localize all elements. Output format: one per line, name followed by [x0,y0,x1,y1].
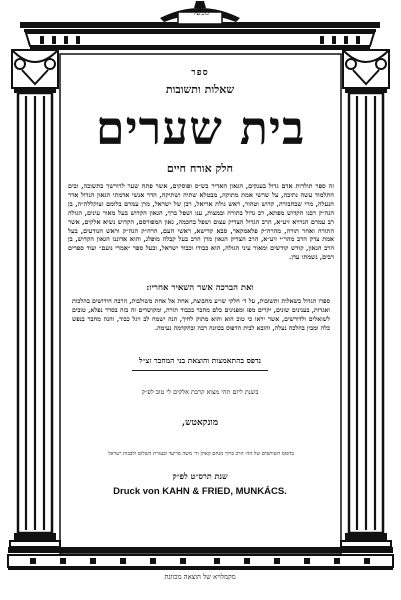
book-title: בית שערים [95,101,306,155]
city-name: מונקאטש, [181,418,219,428]
section-title: חלק אורח חיים [166,162,234,175]
left-column [10,50,60,547]
subtitle: שאלות ותשובות [165,83,235,96]
appendix-block [72,298,330,334]
sefer-label: ספר [191,68,209,78]
divider-rule [132,370,268,371]
year-line: בשנת ליום תהי מצוא קרבת אלקים לי טוב לפ״ק [141,388,259,396]
appendix-paragraph: ספרו הגדול בשאלות ותשובות, על ד׳ חלקי שו״ע מחבוצת, אחת אל אחת משולבות, הרבה חידושים בהלכות ואגדות, בענינים שונים, יקרים מפז ומפנינים כלם מחבר בכבוד תורה, ומקושרים זה בזה בסדר נפלא, טובים לשואלים ולדורשים, אשר יראו כי טוב הוא והוא מתוק לחיך, הנה ישמח לב ויגל כבוד, והנה מחבר בנפש כלה ומבין בהלכה נעלה, והובא לבית הדפוס בכוונה רבה ובהקדמה נעימה. [72,298,330,332]
year-mark: שנת תרס״ט לפ״ק [172,471,228,481]
base-plinth [8,547,393,570]
description-paragraph: זה ספר תולדות אדם גדול בענקים, הגאון האדיר בש״ס ופוסקים, אשר פתח שער לדורשך בתשובה, ובים התלמוד עשה נתיבה, על שרשי אמת מתוקה, מבטלא שתיה ושתיקה, הדר אנשי אדמתי הגאון הגדול אדר הנעלה, מרי שבחבורה, קדוש וטהור, ראש גולת אריאל, רבן של ישראל, מרן עמרם בלומם זצוקללה״ה, בן הגה״ק רבנו הקדוש מפתא, רב גדול בתורה ובמצות, ענו ושפל ברך, הגאון הקדוש בעל מאור עינים, הגולה רב עמרם הנדויא זיע״א, הרב הגדול הצדיק עצום ושפל בחכמה, גאון המפורסם, הקדוש נשיא אלקים, אשר התורה ואחר תורה, מהרה״ק פלאמקאר, סבא קדישא, ראשי העם, הרה״ק הגה״ק וראש הנודעים, בעל אמת צדק הרב מהר״י זיע״א, הרב הצדיק הגאון מרן הרב בעל קבלה מופלג, והוא אדוננו הגאון הקדוש, בן הרב הגאון, קודש קודשים ומאור עיני הגולה, הוא כבודו וכבוד ישראל, ובעל ספר ״אמרי נועם״ ועוד ספרים רבים, נשמתו עדן. [68,182,334,262]
printed-note: נדפס בהתאמצות והוצאת בני המחבר זצ״ל [139,356,261,365]
right-column [341,50,391,547]
printer-imprint: Druck von KAHN & FRIED, MUNKÁCS. [113,486,287,497]
press-line: בדפוס השותפים של הה׳ הרב ברוך מנחם קאהן ור׳ משה פריעד ובעזרת השלום ולבבות ישראל [108,451,294,457]
top-stamp: מכשלי [191,9,209,17]
description-block [68,182,334,262]
appendix-title: ואת הברכה אשר השאיר אחריו: [146,283,254,293]
bottom-stamp: מקמלויא של הוצאה מכוונת [164,573,236,581]
